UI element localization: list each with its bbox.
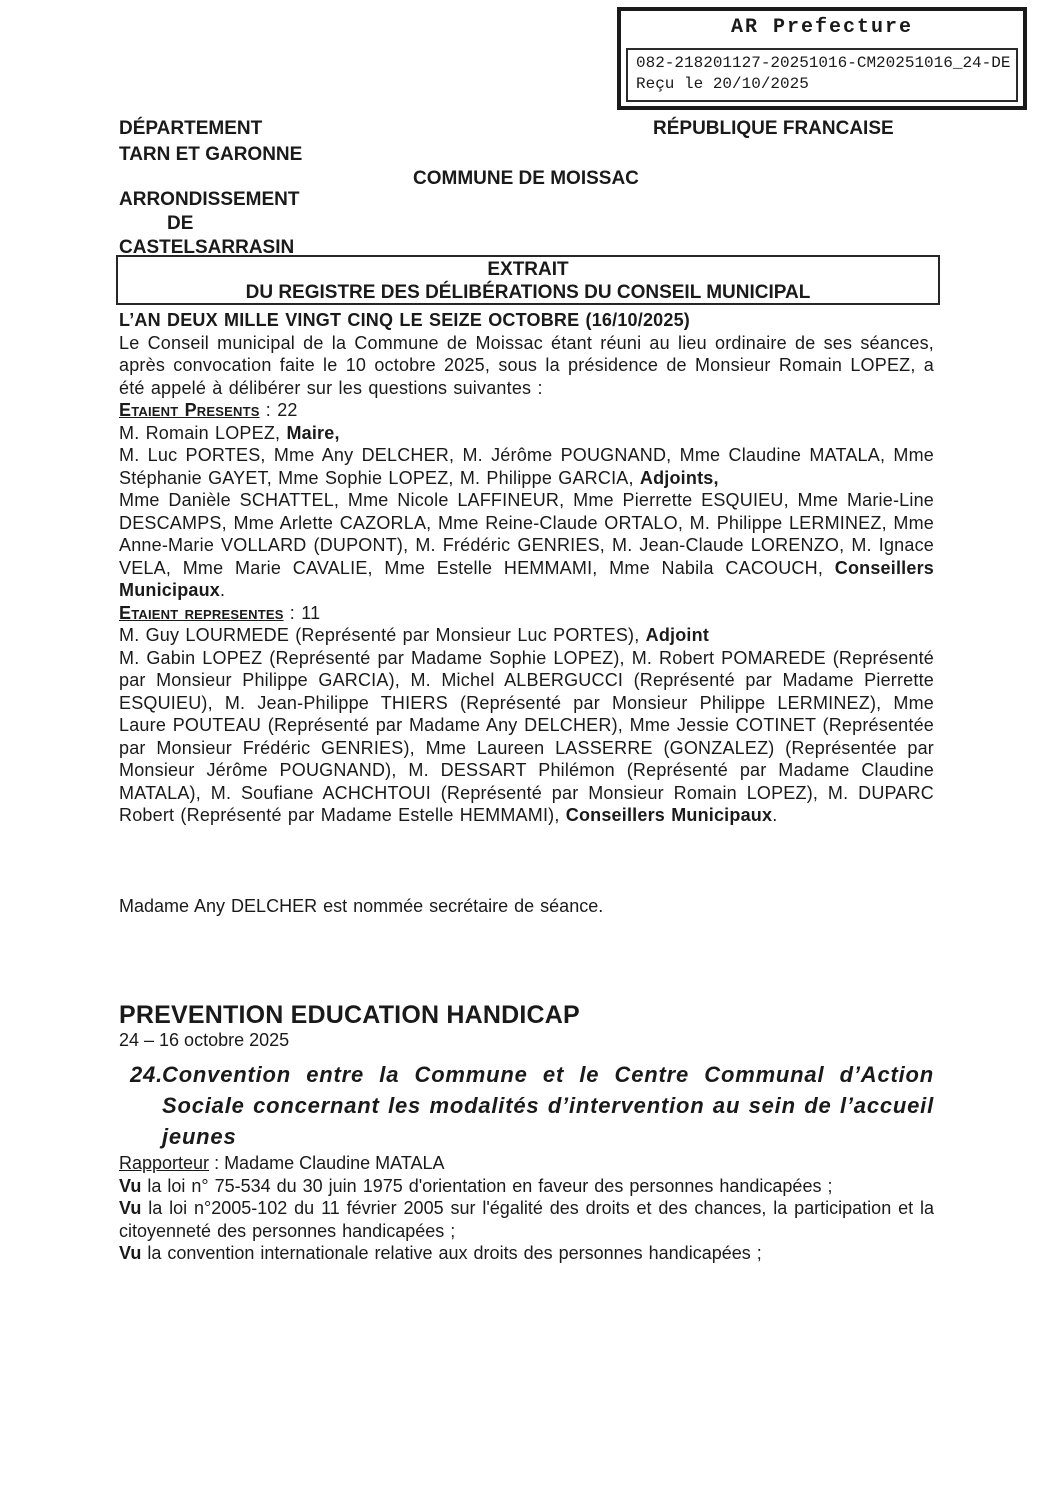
- presents-label: Etaient Presents : 22: [119, 400, 298, 420]
- arrondissement-label: ARRONDISSEMENT: [119, 189, 300, 210]
- commune-heading: COMMUNE DE MOISSAC: [413, 168, 639, 189]
- departement-label: DÉPARTEMENT: [119, 118, 263, 139]
- extrait-line2: DU REGISTRE DES DÉLIBÉRATIONS DU CONSEIL MUNICIPAL: [245, 282, 811, 303]
- section-subtitle: 24 – 16 octobre 2025: [119, 1030, 290, 1050]
- rapporteur-line: Rapporteur : Madame Claudine MATALA: [119, 1153, 445, 1173]
- departement-block: [119, 116, 302, 168]
- extrait-line1: EXTRAIT: [487, 259, 569, 280]
- deliberation-title: [119, 1059, 934, 1152]
- ar-stamp-reference: 082-218201127-20251016-CM20251016_24-DE: [636, 54, 1011, 72]
- arrondissement-name: CASTELSARRASIN: [119, 237, 295, 258]
- deliberation-title-text: Convention entre la Commune et le Centre Communal d’Action Sociale concernant les modalités d’intervention au sein de l’accueil jeunes: [162, 1062, 934, 1149]
- arrondissement-de: DE: [167, 213, 194, 234]
- session-intro: Le Conseil municipal de la Commune de Moissac étant réuni au lieu ordinaire de ses séances, après convocation faite le 10 octobre 2025, sous la présidence de Monsieur Romain LOPEZ, a été appelé à délibérer sur les questions suivantes :: [119, 332, 934, 398]
- ar-stamp-title: AR Prefecture: [730, 16, 914, 39]
- session-date-line: L’AN DEUX MILLE VINGT CINQ LE SEIZE OCTOBRE (16/10/2025): [119, 310, 690, 330]
- section-title: PREVENTION EDUCATION HANDICAP: [119, 1001, 580, 1029]
- representes-entry-conseillers: M. Gabin LOPEZ (Représenté par Madame Sophie LOPEZ), M. Robert POMAREDE (Représenté par Monsieur Philippe GARCIA), M. Michel ALBERGUCCI (Représenté par Madame Pierrette ESQUIEU), M. Jean-Philippe THIERS (Représenté par Monsieur Philippe LERMINEZ), Mme Laure POUTEAU (Représenté par Madame Any DELCHER), Mme Jessie COTINET (Représentée par Monsieur Frédéric GENRIES), Mme Laureen LASSERRE (GONZALEZ) (Représentée par Monsieur Jérôme POUGNAND), M. DESSART Philémon (Représenté par Madame Claudine MATALA), M. Soufiane ACHCHTOUI (Représenté par Monsieur Romain LOPEZ), M. DUPARC Robert (Représenté par Madame Estelle HEMMAMI), Conseillers Municipaux.: [119, 647, 934, 825]
- deliberation-number: 24.: [130, 1062, 163, 1087]
- presents-entry-maire: M. Romain LOPEZ, Maire,: [119, 422, 340, 443]
- ar-stamp-received-date: Reçu le 20/10/2025: [636, 75, 809, 93]
- republique-heading: RÉPUBLIQUE FRANCAISE: [653, 118, 894, 139]
- representes-entry-adjoint: M. Guy LOURMEDE (Représenté par Monsieur Luc PORTES), Adjoint: [119, 625, 710, 645]
- secretary-line: Madame Any DELCHER est nommée secrétaire de séance.: [119, 896, 604, 916]
- deliberation-section: [119, 1001, 934, 1265]
- presents-entry-conseillers: Mme Danièle SCHATTEL, Mme Nicole LAFFINEUR, Mme Pierrette ESQUIEU, Mme Marie-Line DESCAMPS, Mme Arlette CAZORLA, Mme Reine-Claude ORTALO, M. Philippe LERMINEZ, Mme Anne-Marie VOLLARD (DUPONT), M. Frédéric GENRIES, M. Jean-Claude LORENZO, M. Ignace VELA, Mme Marie CAVALIE, Mme Estelle HEMMAMI, Mme Nabila CACOUCH, Conseillers Municipaux.: [119, 490, 934, 600]
- departement-name: TARN ET GARONNE: [119, 144, 303, 165]
- extrait-title-box: [116, 255, 940, 305]
- vu-paragraph-1: Vu la loi n° 75-534 du 30 juin 1975 d'orientation en faveur des personnes handicapées ;: [119, 1175, 833, 1196]
- vu-paragraph-3: Vu la convention internationale relative aux droits des personnes handicapées ;: [119, 1243, 762, 1263]
- representes-label: Etaient representes : 11: [119, 602, 321, 623]
- arrondissement-block: [119, 188, 300, 260]
- ar-prefecture-stamp: [617, 7, 1027, 110]
- presents-entry-adjoints: M. Luc PORTES, Mme Any DELCHER, M. Jérôme POUGNAND, Mme Claudine MATALA, Mme Stéphanie GAYET, Mme Sophie LOPEZ, M. Philippe GARCIA, Adjoints,: [119, 445, 934, 488]
- vu-paragraph-2: Vu la loi n°2005-102 du 11 février 2005 sur l'égalité des droits et des chances, la participation et la citoyenneté des personnes handicapées ;: [119, 1198, 934, 1241]
- ar-stamp-body: [626, 48, 1018, 102]
- session-and-attendance: [119, 309, 934, 827]
